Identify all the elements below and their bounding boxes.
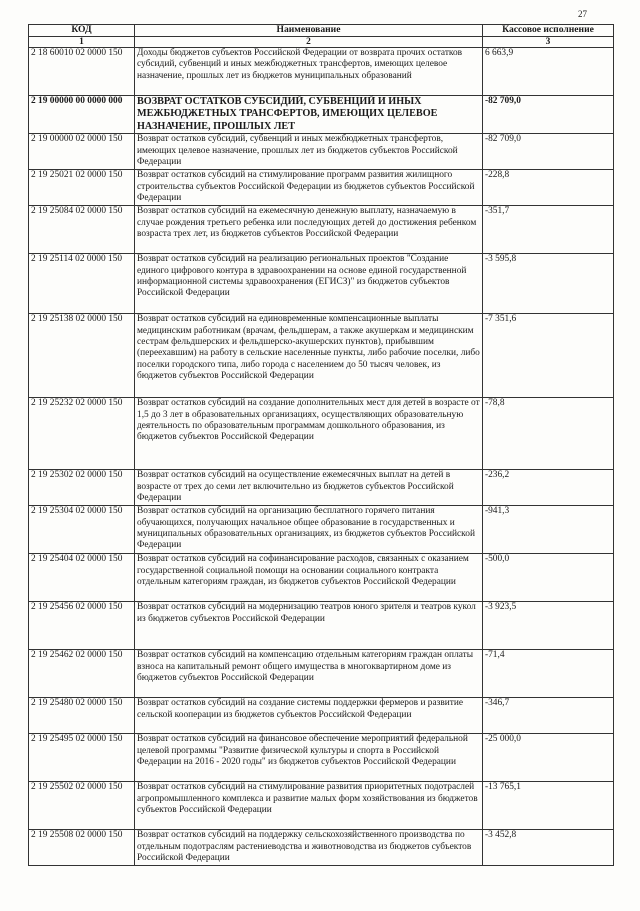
row-code: 2 19 25304 02 0000 150 [29,506,135,554]
row-amount: -941,3 [483,506,614,554]
table-row [29,48,614,96]
row-amount: -3 923,5 [483,602,614,650]
column-number-2: 2 [135,37,483,48]
row-amount: -13 765,1 [483,782,614,830]
row-code: 2 19 25404 02 0000 150 [29,554,135,602]
table-row [29,170,614,206]
row-code: 2 19 00000 00 0000 000 [29,96,135,134]
row-amount: -228,8 [483,170,614,206]
row-code: 2 19 25480 02 0000 150 [29,698,135,734]
row-code: 2 19 25138 02 0000 150 [29,314,135,398]
row-code: 2 19 00000 02 0000 150 [29,134,135,170]
row-code: 2 19 25114 02 0000 150 [29,254,135,314]
row-amount: -346,7 [483,698,614,734]
row-name: Возврат остатков субсидий на модернизацию театров юного зрителя и театров кукол из бюджетов субъектов Российской Федерации [135,602,483,650]
budget-execution-table [28,24,614,866]
row-code: 2 19 25084 02 0000 150 [29,206,135,254]
row-code: 2 18 60010 02 0000 150 [29,48,135,96]
row-code: 2 19 25456 02 0000 150 [29,602,135,650]
row-name: Возврат остатков субсидий на софинансирование расходов, связанных с оказанием государственной социальной помощи на основании социального контракта отдельным категориям граждан, из бюджетов субъектов Российской Федерации [135,554,483,602]
row-amount: -71,4 [483,650,614,698]
table-row [29,506,614,554]
row-amount: -25 000,0 [483,734,614,782]
row-name: Возврат остатков субсидий на создание системы поддержки фермеров и развитие сельской кооперации из бюджетов субъектов Российской Федерации [135,698,483,734]
row-code: 2 19 25021 02 0000 150 [29,170,135,206]
row-amount: -7 351,6 [483,314,614,398]
table-row [29,782,614,830]
row-code: 2 19 25495 02 0000 150 [29,734,135,782]
table-row [29,96,614,134]
row-code: 2 19 25502 02 0000 150 [29,782,135,830]
row-name: Возврат остатков субсидий на поддержку сельскохозяйственного производства по отдельным подотраслям растениеводства и животноводства из бюджетов субъектов Российской Федерации [135,830,483,866]
page-number: 27 [578,9,587,19]
header-name: Наименование [135,25,483,37]
column-number-3: 3 [483,37,614,48]
row-code: 2 19 25232 02 0000 150 [29,398,135,470]
table-row [29,470,614,506]
row-amount: -3 595,8 [483,254,614,314]
row-name: Возврат остатков субсидий на компенсацию отдельным категориям граждан оплаты взноса на капитальный ремонт общего имущества в многоквартирном доме из бюджетов субъектов Российской Федерации [135,650,483,698]
row-name: Возврат остатков субсидий на единовременные компенсационные выплаты медицинским работникам (врачам, фельдшерам, а также акушеркам и медицинским сестрам фельдшерских и фельдшерско-акушерских пунктов), прибывшим (переехавшим) на работу в сельские населенные пункты, либо рабочие поселки, либо поселки городского типа, либо города с населением до 50 тысяч человек, из бюджетов субъектов Российской Федерации [135,314,483,398]
row-name: Возврат остатков субсидий на стимулирование программ развития жилищного строительства субъектов Российской Федерации из бюджетов субъектов Российской Федерации [135,170,483,206]
row-name: Возврат остатков субсидий на создание дополнительных мест для детей в возрасте от 1,5 до 3 лет в образовательных организациях, осуществляющих образовательную деятельность по образовательным программам дошкольного образования, из бюджетов субъектов Российской Федерации [135,398,483,470]
row-name: Возврат остатков субсидий на реализацию региональных проектов "Создание единого цифрового контура в здравоохранении на основе единой государственной информационной системы здравоохранения (ЕГИСЗ)" из бюджетов субъектов Российской Федерации [135,254,483,314]
row-name: Доходы бюджетов субъектов Российской Федерации от возврата прочих остатков субсидий, субвенций и иных межбюджетных трансфертов, имеющих целевое назначение, прошлых лет из бюджетов муниципальных образований [135,48,483,96]
row-code: 2 19 25462 02 0000 150 [29,650,135,698]
row-code: 2 19 25508 02 0000 150 [29,830,135,866]
row-amount: 6 663,9 [483,48,614,96]
column-number-1: 1 [29,37,135,48]
row-amount: -82 709,0 [483,134,614,170]
header-amount: Кассовое исполнение [483,25,614,37]
column-number-row [29,37,614,48]
table-row [29,206,614,254]
table-body [29,48,614,866]
row-name: Возврат остатков субсидий на финансовое обеспечение мероприятий федеральной целевой программы "Развитие физической культуры и спорта в Российской Федерации на 2016 - 2020 годы" из бюджетов субъектов Российской Федерации [135,734,483,782]
table-row [29,734,614,782]
table-row [29,314,614,398]
row-amount: -78,8 [483,398,614,470]
row-name: ВОЗВРАТ ОСТАТКОВ СУБСИДИЙ, СУБВЕНЦИЙ И ИНЫХ МЕЖБЮДЖЕТНЫХ ТРАНСФЕРТОВ, ИМЕЮЩИХ ЦЕЛЕВОЕ НАЗНАЧЕНИЕ, ПРОШЛЫХ ЛЕТ [135,96,483,134]
row-amount: -351,7 [483,206,614,254]
row-amount: -82 709,0 [483,96,614,134]
table-row [29,554,614,602]
row-name: Возврат остатков субсидий на стимулирование развития приоритетных подотраслей агропромышленного комплекса и развитие малых форм хозяйствования из бюджетов субъектов Российской Федерации [135,782,483,830]
header-code: КОД [29,25,135,37]
row-code: 2 19 25302 02 0000 150 [29,470,135,506]
row-amount: -500,0 [483,554,614,602]
table-row [29,830,614,866]
row-name: Возврат остатков субсидий на ежемесячную денежную выплату, назначаемую в случае рождения третьего ребенка или последующих детей до достижения ребенком возраста трех лет, из бюджетов субъектов Российской Федерации [135,206,483,254]
row-amount: -3 452,8 [483,830,614,866]
row-amount: -236,2 [483,470,614,506]
row-name: Возврат остатков субсидий, субвенций и иных межбюджетных трансфертов, имеющих целевое назначение, прошлых лет из бюджетов субъектов Российской Федерации [135,134,483,170]
table-row [29,398,614,470]
table-row [29,254,614,314]
table-row [29,698,614,734]
table-row [29,650,614,698]
table-row [29,602,614,650]
table-row [29,134,614,170]
row-name: Возврат остатков субсидий на организацию бесплатного горячего питания обучающихся, получающих начальное общее образование в государственных и муниципальных образовательных организациях, из бюджетов субъектов Российской Федерации [135,506,483,554]
table-header-row [29,25,614,37]
row-name: Возврат остатков субсидий на осуществление ежемесячных выплат на детей в возрасте от трех до семи лет включительно из бюджетов субъектов Российской Федерации [135,470,483,506]
